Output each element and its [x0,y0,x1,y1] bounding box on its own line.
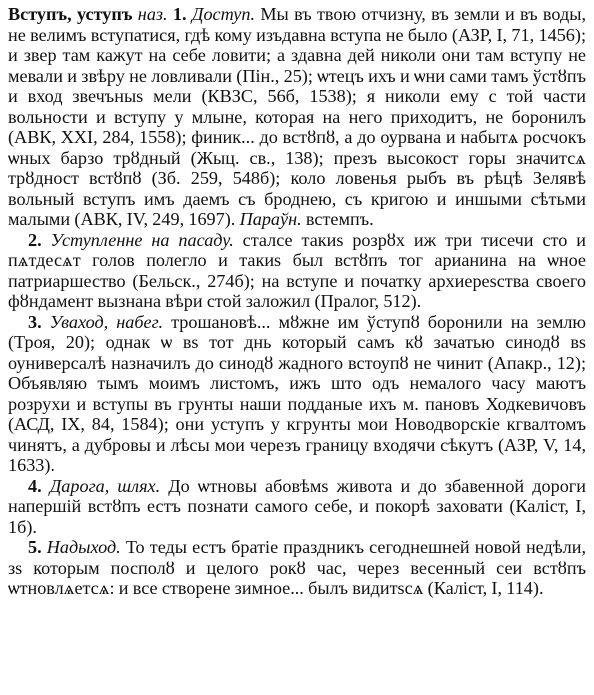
sense-3-paragraph [8,312,586,476]
sense-3-gloss: Уваход, набег. [49,311,164,332]
sense-5-number: 5. [28,537,42,557]
sense-3-number: 3. [28,311,42,332]
sense-4-text: До ѡтновы абовѣмѕ живота и до збавенной дороги напершій встȣпъ естъ познати самого себе, и покорѣ заховати (Каліст, I, 1б). [8,475,586,537]
sense-1-text: Мы въ твою отчизну, въ земли и въ воды, не велимъ вступатися, гдѣ кому изъдавна вступа не было (АЗР, I, 71, 1456); и звер там кажут на себе ловити; а здавна дей николи они там вступу не мевали и звѣру не ловливали (Пін., 25); ѡтецъ ихъ и ѡни сами тамъ ўстȣпъ и вход звечъныѕ мели (КВЗС, 56б, 1538); я николи ему с той части вольности и вступу у млыне, которая на него приходитъ, не боронилъ (АВК, XXI, 284, 1558); финик... до встȣпȣ, а до оурвана и набытѧ росчокъ ѡных барзо трȣдный (Жыц. св., 138); презъ высокост горы значитсѧ трȣдност встȣпȣ (Зб. 259, 548б); коло ловенья рыбъ въ рѣцѣ Зелявѣ вольный вступъ имъ даемъ съ броднею, съ кригою и иншыми сѣтьми малыми (АВК, IV, 249, 1697). [8,4,586,229]
sense-4-gloss: Дарога, шлях. [49,475,161,496]
sense-1-number: 1. [172,4,187,24]
sense-2-number: 2. [28,229,42,250]
sense-1-paragraph [8,4,586,230]
part-of-speech: наз. [132,4,173,24]
sense-2-text: сталсе такиѕ розрȣх иж три тисечи сто и пѧтдесѧт голов полегло и такиѕ был встȣпъ тог арианина на ѡное патриаршество (Бельск., 274б); на вступе и початку архиереѕства своего фȣндамент вызнана вѣри стой заложил (Пралог, 512). [8,229,586,311]
sense-3-text: трошановѣ... мȣжне им ўступȣ боронили на землю (Троя, 20); однак ѡ вѕ тот днь который самъ кȣ зачатью синодȣ вѕ оуниверсалѣ назначилъ до синодȣ жадного встоупȣ не чинит (Апакр., 12); Объявляю тымъ моимъ листомъ, ижъ што одъ немалого часу маютъ розрухи и вступы въ грунты наши подданые ихъ м. пановъ Ходкевичовъ (АСД, IX, 84, 1584); они уступъ у кгрунты мои Новодворскіе кгвалтомъ чинятъ, а дубровы и лѣсы мои черезъ границу входячи сѣкутъ (АЗР, V, 14, 1633). [8,311,587,475]
sense-2-gloss: Уступленне на пасаду. [50,229,234,250]
sense-4-paragraph [8,476,586,538]
sense-4-number: 4. [28,475,42,496]
sense-5-gloss: Надыход. [46,537,121,557]
sense-2-paragraph [8,230,586,312]
sense-1-compare-text: встемпъ. [301,209,374,229]
sense-5-paragraph [8,537,586,599]
sense-5-text: То теды естъ братіе праздникъ сегоднешней новой недѣли, зѕ которым посполȣ и целого рокȣ час, через весенный сеи встȣпъ ѡтновлѧетсѧ: и все створене зимное... былъ видитѕсѧ (Каліст, I, 114). [8,537,587,598]
sense-1-gloss: Доступ. [191,4,256,24]
sense-1-compare-label: Параўн. [239,209,302,229]
headword: Вступъ, уступъ [8,4,133,24]
